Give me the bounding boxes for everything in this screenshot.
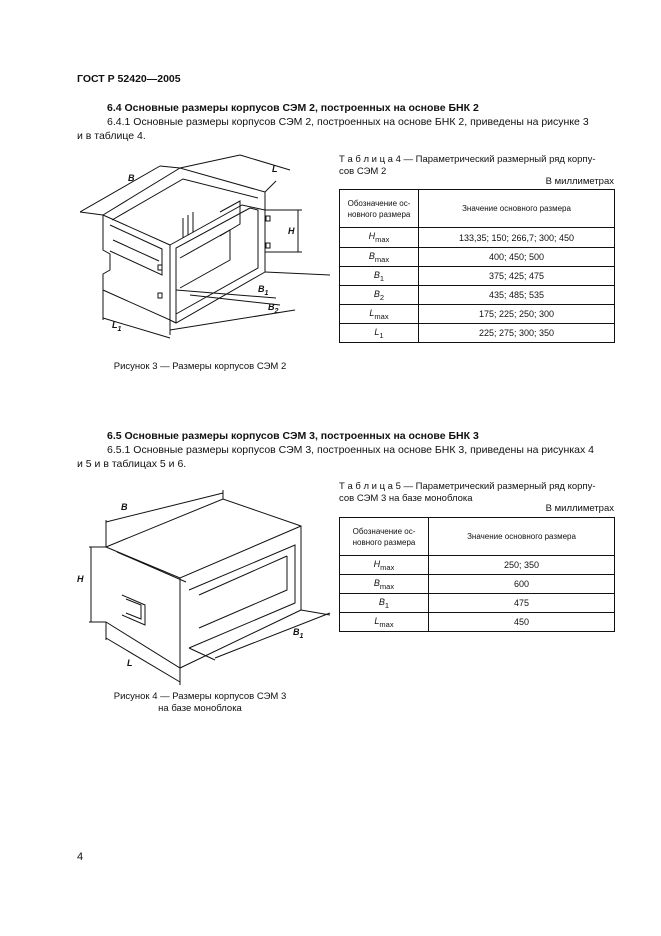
fig4-label-l: L (127, 658, 133, 668)
symbol-cell: $H_{max}$ (340, 556, 429, 575)
fig3-label-b: B (128, 173, 135, 183)
figure4-drawing (75, 490, 335, 690)
section-65-para-line2: и 5 и в таблицах 5 и 6. (77, 458, 187, 470)
fig3-label-b2: $B_2$ (268, 302, 279, 315)
value-cell: 450 (429, 613, 615, 632)
fig3-label-h: H (288, 226, 295, 236)
symbol-cell: $B_1$ (340, 594, 429, 613)
table4-caption-line2: сов СЭМ 2 (339, 166, 387, 177)
table4-col2-header: Значение основного размера (419, 190, 615, 228)
value-cell: 435; 485; 535 (419, 286, 615, 305)
table-row (340, 324, 615, 343)
value-cell: 225; 275; 300; 350 (419, 324, 615, 343)
symbol-cell: $B_2$ (340, 286, 419, 305)
table5-col1-header: Обозначение ос- новного размера (340, 518, 429, 556)
table-row (340, 267, 615, 286)
symbol-cell: $L_1$ (340, 324, 419, 343)
value-cell: 475 (429, 594, 615, 613)
document-header: ГОСТ Р 52420—2005 (77, 73, 181, 85)
table4-col1-header: Обозначение ос- новного размера (340, 190, 419, 228)
table-row (340, 305, 615, 324)
fig3-label-l: L (272, 164, 278, 174)
value-cell: 375; 425; 475 (419, 267, 615, 286)
value-cell: 250; 350 (429, 556, 615, 575)
table5-caption-line1: Т а б л и ц а 5 — Параметрический размерный ряд корпу- (339, 481, 596, 492)
section-65-para-line1: 6.5.1 Основные размеры корпусов СЭМ 3, построенных на основе БНК 3, приведены на рисунках 4 (107, 444, 595, 456)
value-cell: 400; 450; 500 (419, 248, 615, 267)
table-row (340, 575, 615, 594)
table-row (340, 594, 615, 613)
section-64-title: 6.4 Основные размеры корпусов СЭМ 2, построенных на основе БНК 2 (107, 102, 479, 114)
figure4-caption: Рисунок 4 — Размеры корпусов СЭМ 3 на базе моноблока (113, 691, 287, 714)
value-cell: 133,35; 150; 266,7; 300; 450 (419, 228, 615, 248)
table5-caption-line2: сов СЭМ 3 на базе моноблока (339, 493, 473, 504)
table5 (339, 517, 615, 632)
symbol-cell: $L_{max}$ (340, 613, 429, 632)
fig4-label-h: H (77, 574, 84, 584)
table5-col2-header: Значение основного размера (429, 518, 615, 556)
symbol-cell: $B_{max}$ (340, 248, 419, 267)
section-64-para-line2: и в таблице 4. (77, 130, 146, 142)
fig4-label-b1: $B_1$ (293, 627, 304, 640)
table4-unit: В миллиметрах (545, 176, 614, 187)
section-65-title: 6.5 Основные размеры корпусов СЭМ 3, построенных на основе БНК 3 (107, 430, 479, 442)
value-cell: 175; 225; 250; 300 (419, 305, 615, 324)
table-row (340, 248, 615, 267)
figure3-drawing (80, 150, 335, 350)
table4-caption-line1: Т а б л и ц а 4 — Параметрический размерный ряд корпу- (339, 154, 596, 165)
table-row (340, 613, 615, 632)
value-cell: 600 (429, 575, 615, 594)
table-row (340, 556, 615, 575)
symbol-cell: $H_{max}$ (340, 228, 419, 248)
symbol-cell: $B_{max}$ (340, 575, 429, 594)
symbol-cell: $B_1$ (340, 267, 419, 286)
figure3-caption: Рисунок 3 — Размеры корпусов СЭМ 2 (113, 361, 287, 372)
symbol-cell: $L_{max}$ (340, 305, 419, 324)
table5-unit: В миллиметрах (545, 503, 614, 514)
fig3-label-b1: $B_1$ (258, 284, 269, 297)
table-row (340, 228, 615, 248)
table4 (339, 189, 615, 343)
section-64-para-line1: 6.4.1 Основные размеры корпусов СЭМ 2, построенных на основе БНК 2, приведены на рисунке 3 (107, 116, 589, 128)
fig3-label-l1: $L_1$ (112, 320, 122, 333)
fig4-label-b: B (121, 502, 128, 512)
page-number: 4 (77, 851, 84, 863)
table-row (340, 286, 615, 305)
